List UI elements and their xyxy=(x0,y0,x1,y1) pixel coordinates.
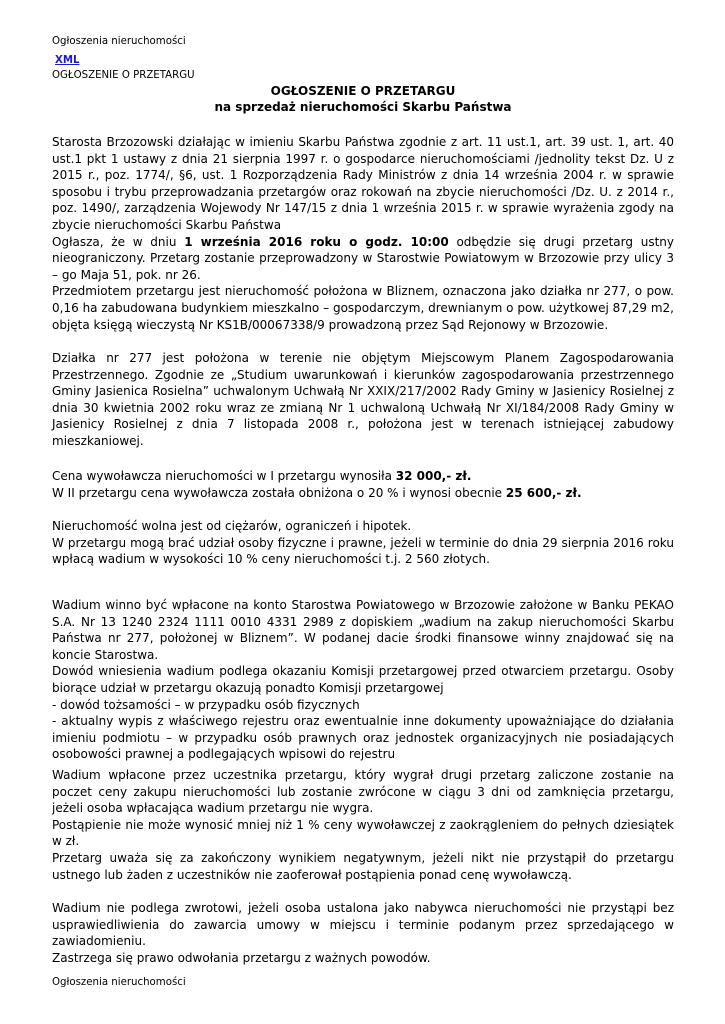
deposit-forfeit-paragraph: Wadium nie podlega zwrotowi, jeżeli osoba ustalona jako nabywca nieruchomości nie przystąpi bez usprawiedliwienia do zawarcia umowy w miejscu i terminie podanym przez sprzedającego w zawiadomieniu. xyxy=(52,901,674,949)
zoning-block xyxy=(52,350,674,450)
first-price-text: Cena wywoławcza nieruchomości w I przetargu wynosiła xyxy=(52,469,396,483)
page-subtitle: na sprzedaż nieruchomości Skarbu Państwa xyxy=(214,100,512,114)
first-price-paragraph xyxy=(52,468,674,485)
negative-result-paragraph: Przetarg uważa się za zakończony wynikiem negatywnym, jeżeli nikt nie przystąpił do przetargu ustnego lub żaden z uczestników nie zaoferował postąpienia ponad cenę wywoławczą. xyxy=(52,850,674,882)
participation-block xyxy=(52,518,674,568)
legal-basis-paragraph: Starosta Brzozowski działając w imieniu Skarbu Państwa zgodnie z art. 11 ust.1, art. 39 ust. 1, art. 40 ust.1 pkt 1 ustawy z dnia 21 sierpnia 1997 r. o gospodarce nieruchomościami /jednolity tekst Dz. U z 2015 r., poz. 1774/, §6, ust. 1 Rozporządzenia Rady Ministrów z dnia 14 września 2004 r. w sprawie sposobu i trybu przeprowadzania przetargów oraz rokowań na zbycie nieruchomości /Dz. U. z 2014 r., poz. 1490/, zarządzenia Wojewody Nr 147/15 z dnia 1 września 2015 r. w sprawie wyrażenia zgody na zbycie nieruchomości Skarbu Państwa xyxy=(52,135,674,232)
deposit-account-paragraph: Wadium winno być wpłacone na konto Starostwa Powiatowego w Brzozowie założone w Banku PEKAO S.A. Nr 13 1240 2324 1111 0010 4331 2989 z dopiskiem „wadium na zakup nieruchomości Skarbu Państwa nr 277, położonej w Bliznem”. W podanej dacie środki finansowe winny znajdować się na koncie Starostwa. xyxy=(52,598,674,662)
section-label: OGŁOSZENIE O PRZETARGU xyxy=(52,70,195,81)
category-label: Ogłoszenia nieruchomości xyxy=(52,36,186,47)
deposit-return-paragraph: Wadium wpłacone przez uczestnika przetargu, który wygrał drugi przetarg zaliczone zostanie na poczet ceny zakupu nieruchomości lub zostanie zwrócone w ciągu 3 dni od zamknięcia przetargu, jeżeli osoba wpłacająca wadium przetargu nie wygra. xyxy=(52,768,674,816)
page-title: OGŁOSZENIE O PRZETARGU xyxy=(270,84,456,98)
auction-datetime: 1 września 2016 roku o godz. 10:00 xyxy=(184,234,449,249)
auction-intro-text: Ogłasza, że w dniu xyxy=(52,234,185,249)
encumbrance-paragraph: Nieruchomość wolna jest od ciężarów, ograniczeń i hipotek. xyxy=(52,519,412,533)
bid-increment-paragraph: Postąpienie nie może wynosić mniej niż 1 % ceny wywoławczej z zaokrągleniem do pełnych dziesiątek w zł. xyxy=(52,817,674,849)
second-price-text: W II przetargu cena wywoławcza została obniżona o 20 % i wynosi obecnie xyxy=(52,485,506,500)
first-price-value: 32 000,- zł. xyxy=(395,469,472,483)
closing-block xyxy=(52,900,674,966)
intro-block xyxy=(52,134,674,333)
requirement-item-identity: - dowód tożsamości – w przypadku osób fizycznych xyxy=(52,697,360,712)
price-block xyxy=(52,468,674,501)
footer-category-label: Ogłoszenia nieruchomości xyxy=(52,977,186,988)
auction-location-text: odbędzie się drugi przetarg ustny nieograniczony. Przetarg zostanie przeprowadzony w Starostwie Powiatowym w Brzozowie przy ulicy 3 – go Maja 51, pok. nr 26. xyxy=(52,234,674,282)
rules-block xyxy=(52,767,674,883)
zoning-paragraph: Działka nr 277 jest położona w terenie nie objętym Miejscowym Planem Zagospodarowania Przestrzennego. Zgodnie ze „Studium uwarunkowań i kierunków zagospodarowania przestrzennego Gminy Jasienica Rosielna” uchwalonym Uchwałą Nr XXIX/217/2002 Rady Gminy w Jasienicy Rosielnej z dnia 30 kwietnia 2002 roku wraz ze zmianą Nr 1 uchwaloną Uchwałą Nr XI/184/2008 Rady Gminy w Jasienicy Rosielnej z dnia 7 listopada 2008 r., położona jest w terenach istniejącej zabudowy mieszkaniowej. xyxy=(52,351,674,448)
second-price-paragraph xyxy=(52,485,674,502)
participation-paragraph: W przetargu mogą brać udział osoby fizyczne i prawne, jeżeli w terminie do dnia 29 sierpnia 2016 roku wpłacą wadium w wysokości 10 % ceny nieruchomości t.j. 2 560 złotych. xyxy=(52,535,674,567)
property-description-paragraph: Przedmiotem przetargu jest nieruchomość położona w Bliznem, oznaczona jako działka nr 277, o pow. 0,16 ha zabudowana budynkiem mieszkalno – gospodarczym, drewnianym o pow. użytkowej 87,29 m2, objęta księgą wieczystą Nr KS1B/00067338/9 prowadzoną przez Sąd Rejonowy w Brzozowie. xyxy=(52,284,674,332)
deposit-proof-paragraph: Dowód wniesienia wadium podlega okazaniu Komisji przetargowej przed otwarciem przetargu. Osoby biorące udział w przetargu okazują ponadto Komisji przetargowej xyxy=(52,664,674,695)
xml-link[interactable]: XML xyxy=(55,55,80,66)
second-price-value: 25 600,- zł. xyxy=(505,485,582,500)
requirement-item-registry: - aktualny wypis z właściwego rejestru oraz ewentualnie inne dokumenty upoważniające do działania imieniu podmiotu – w przypadku osób prawnych oraz jednostek organizacyjnych nie posiadających osobowości prawnej a podlegających wpisowi do rejestru xyxy=(52,714,674,762)
deposit-block xyxy=(52,597,674,763)
auction-date-paragraph xyxy=(52,234,674,284)
cancellation-reserve-paragraph: Zastrzega się prawo odwołania przetargu z ważnych powodów. xyxy=(52,950,431,965)
